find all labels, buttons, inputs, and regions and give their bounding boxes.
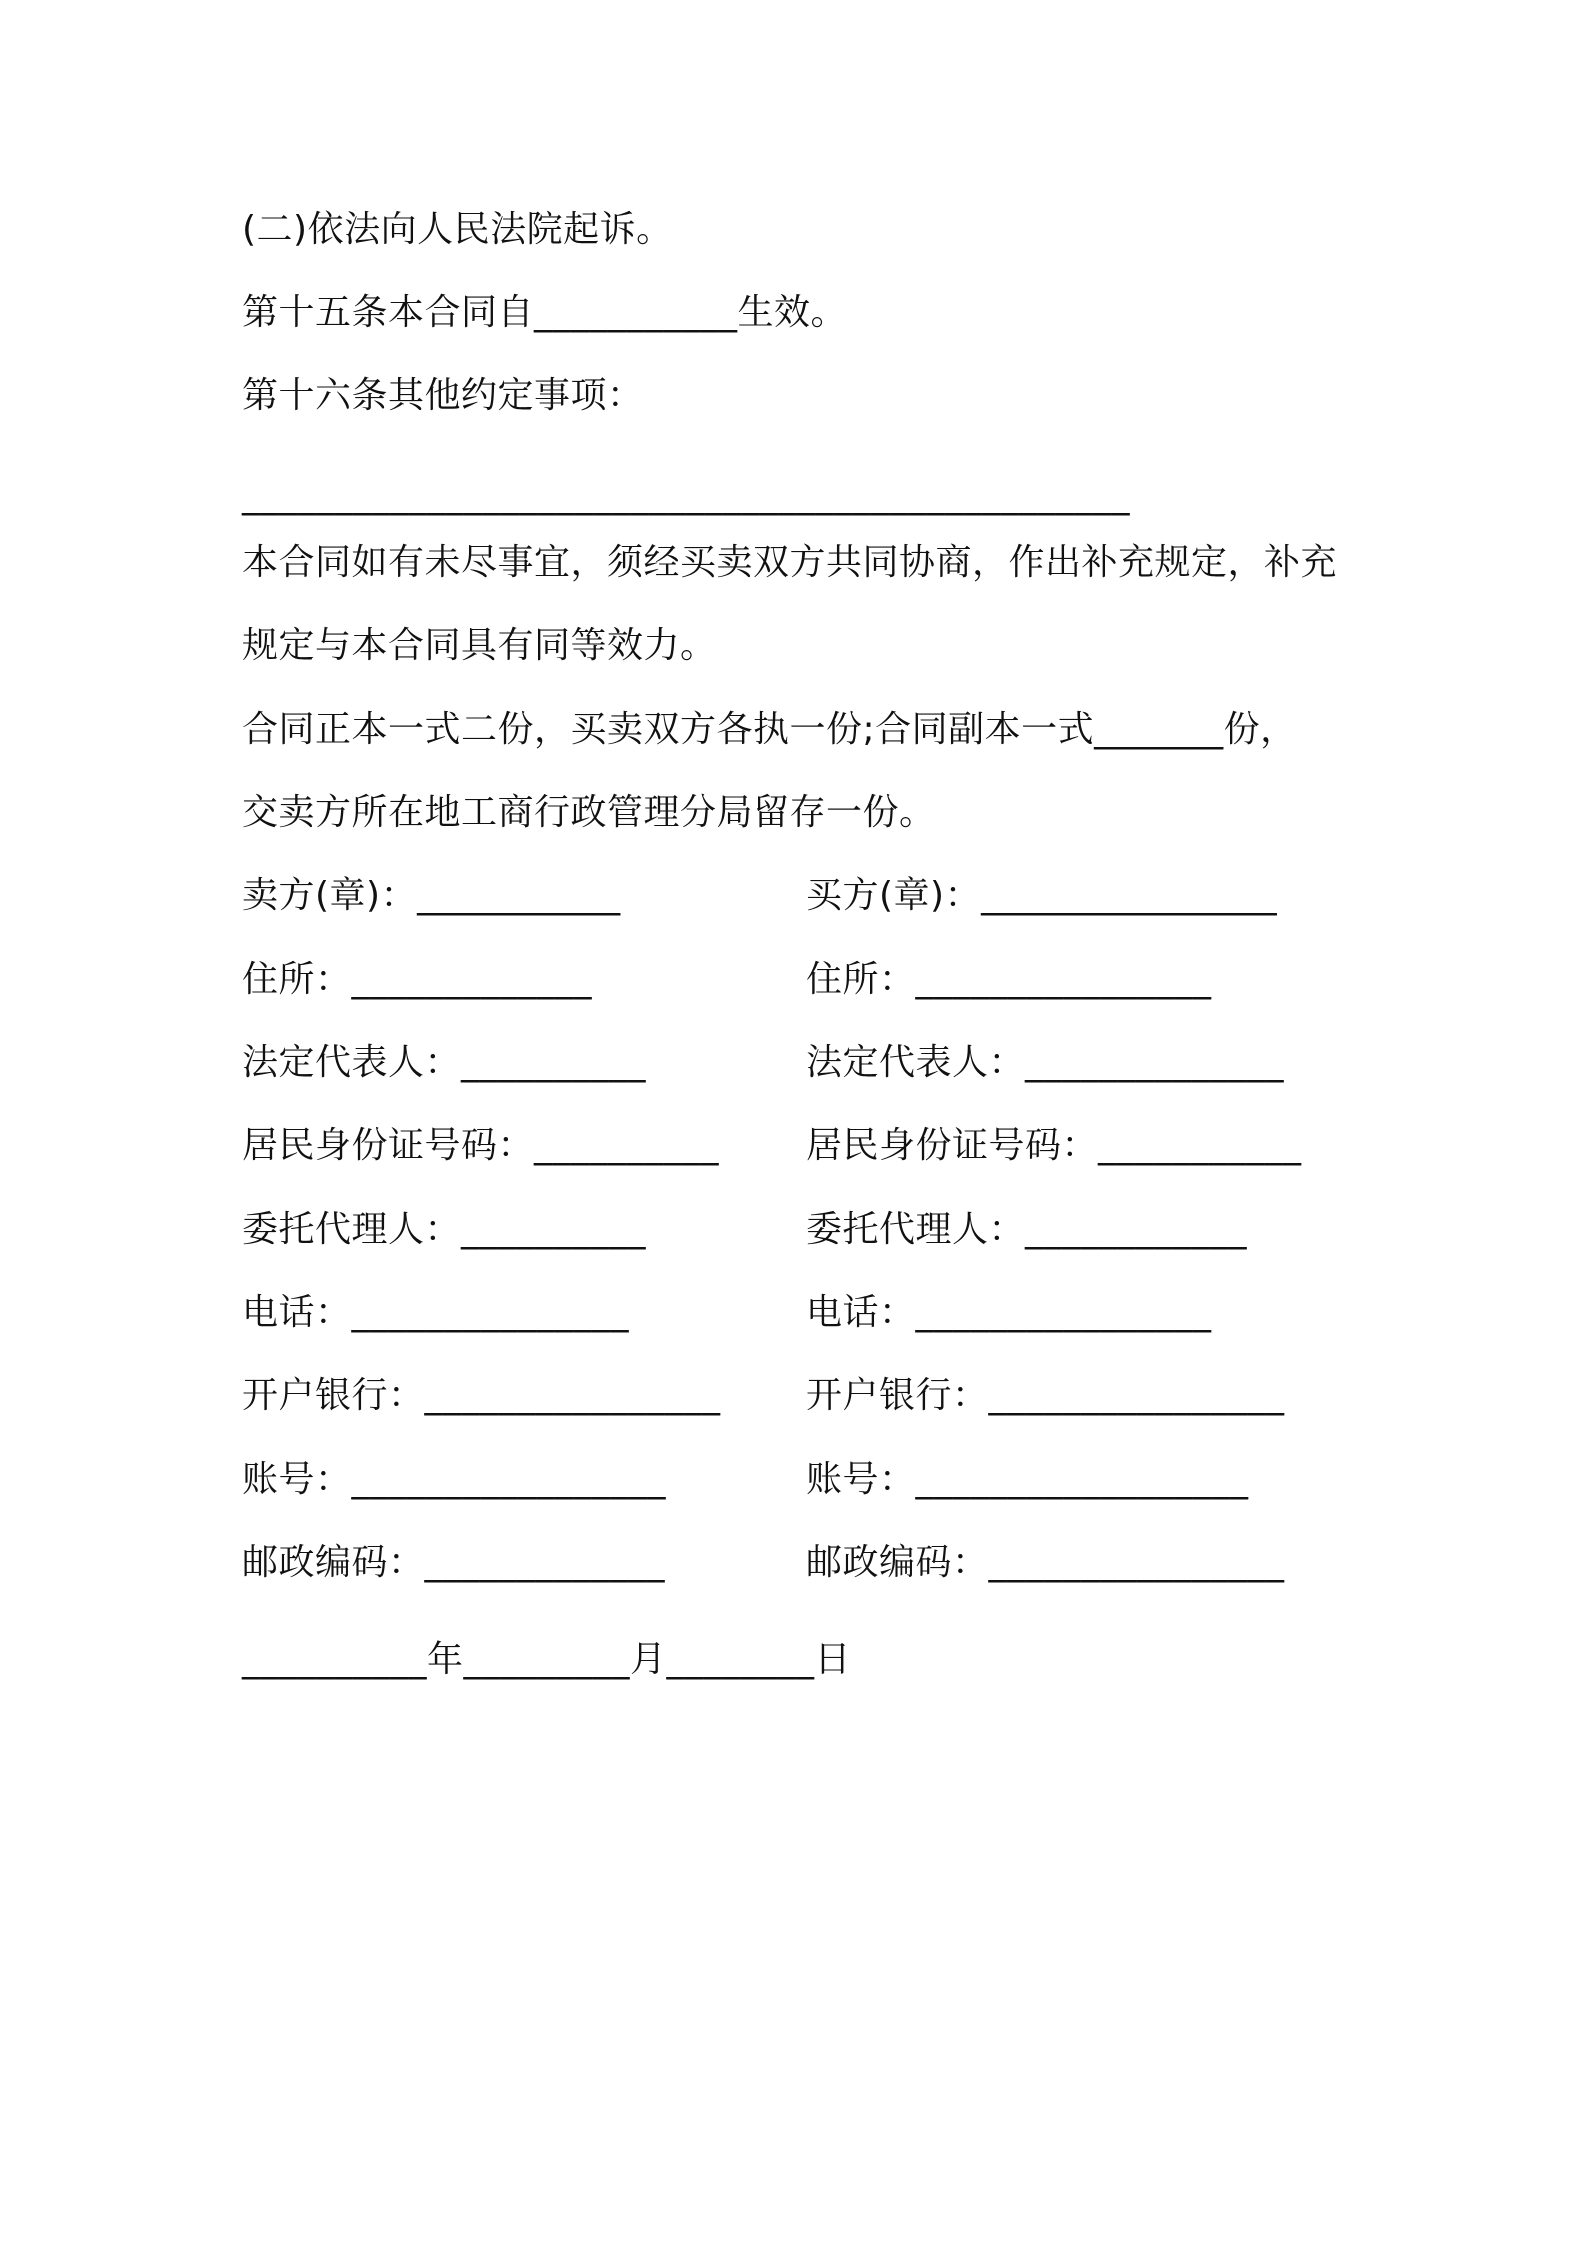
signing-date: __________年_________月________日 xyxy=(242,1639,851,1680)
seller-bank: 开户银行：________________ xyxy=(242,1375,721,1416)
seller-agent: 委托代理人：__________ xyxy=(242,1209,647,1250)
buyer-address: 住所：________________ xyxy=(806,959,1212,1000)
seller-phone: 电话：_______________ xyxy=(242,1292,630,1333)
buyer-id-number: 居民身份证号码：___________ xyxy=(806,1125,1302,1166)
buyer-phone: 电话：________________ xyxy=(806,1292,1212,1333)
clause-15-effective-date: 第十五条本合同自___________生效。 xyxy=(242,292,848,333)
buyer-agent: 委托代理人：____________ xyxy=(806,1209,1248,1250)
seller-legal-representative: 法定代表人：__________ xyxy=(242,1042,647,1083)
seller-seal: 卖方(章)：___________ xyxy=(242,875,621,916)
seller-address: 住所：_____________ xyxy=(242,959,593,1000)
buyer-postcode: 邮政编码：________________ xyxy=(806,1542,1285,1583)
buyer-seal: 买方(章)：________________ xyxy=(806,875,1278,916)
clause-lawsuit: (二)依法向人民法院起诉。 xyxy=(242,209,673,250)
buyer-bank: 开户银行：________________ xyxy=(806,1375,1285,1416)
copies-clause-line-1: 合同正本一式二份，买卖双方各执一份;合同副本一式_______份， xyxy=(242,709,1297,750)
supplement-clause-line-1: 本合同如有未尽事宜，须经买卖双方共同协商，作出补充规定，补充 xyxy=(242,542,1338,583)
copies-clause-line-2: 交卖方所在地工商行政管理分局留存一份。 xyxy=(242,792,936,833)
seller-account: 账号：_________________ xyxy=(242,1459,667,1500)
seller-postcode: 邮政编码：_____________ xyxy=(242,1542,666,1583)
other-matters-blank: ________________________________________________ xyxy=(242,475,1130,516)
clause-16-other-matters: 第十六条其他约定事项： xyxy=(242,375,644,416)
buyer-legal-representative: 法定代表人：______________ xyxy=(806,1042,1285,1083)
seller-id-number: 居民身份证号码：__________ xyxy=(242,1125,720,1166)
supplement-clause-line-2: 规定与本合同具有同等效力。 xyxy=(242,625,717,666)
buyer-account: 账号：__________________ xyxy=(806,1459,1249,1500)
